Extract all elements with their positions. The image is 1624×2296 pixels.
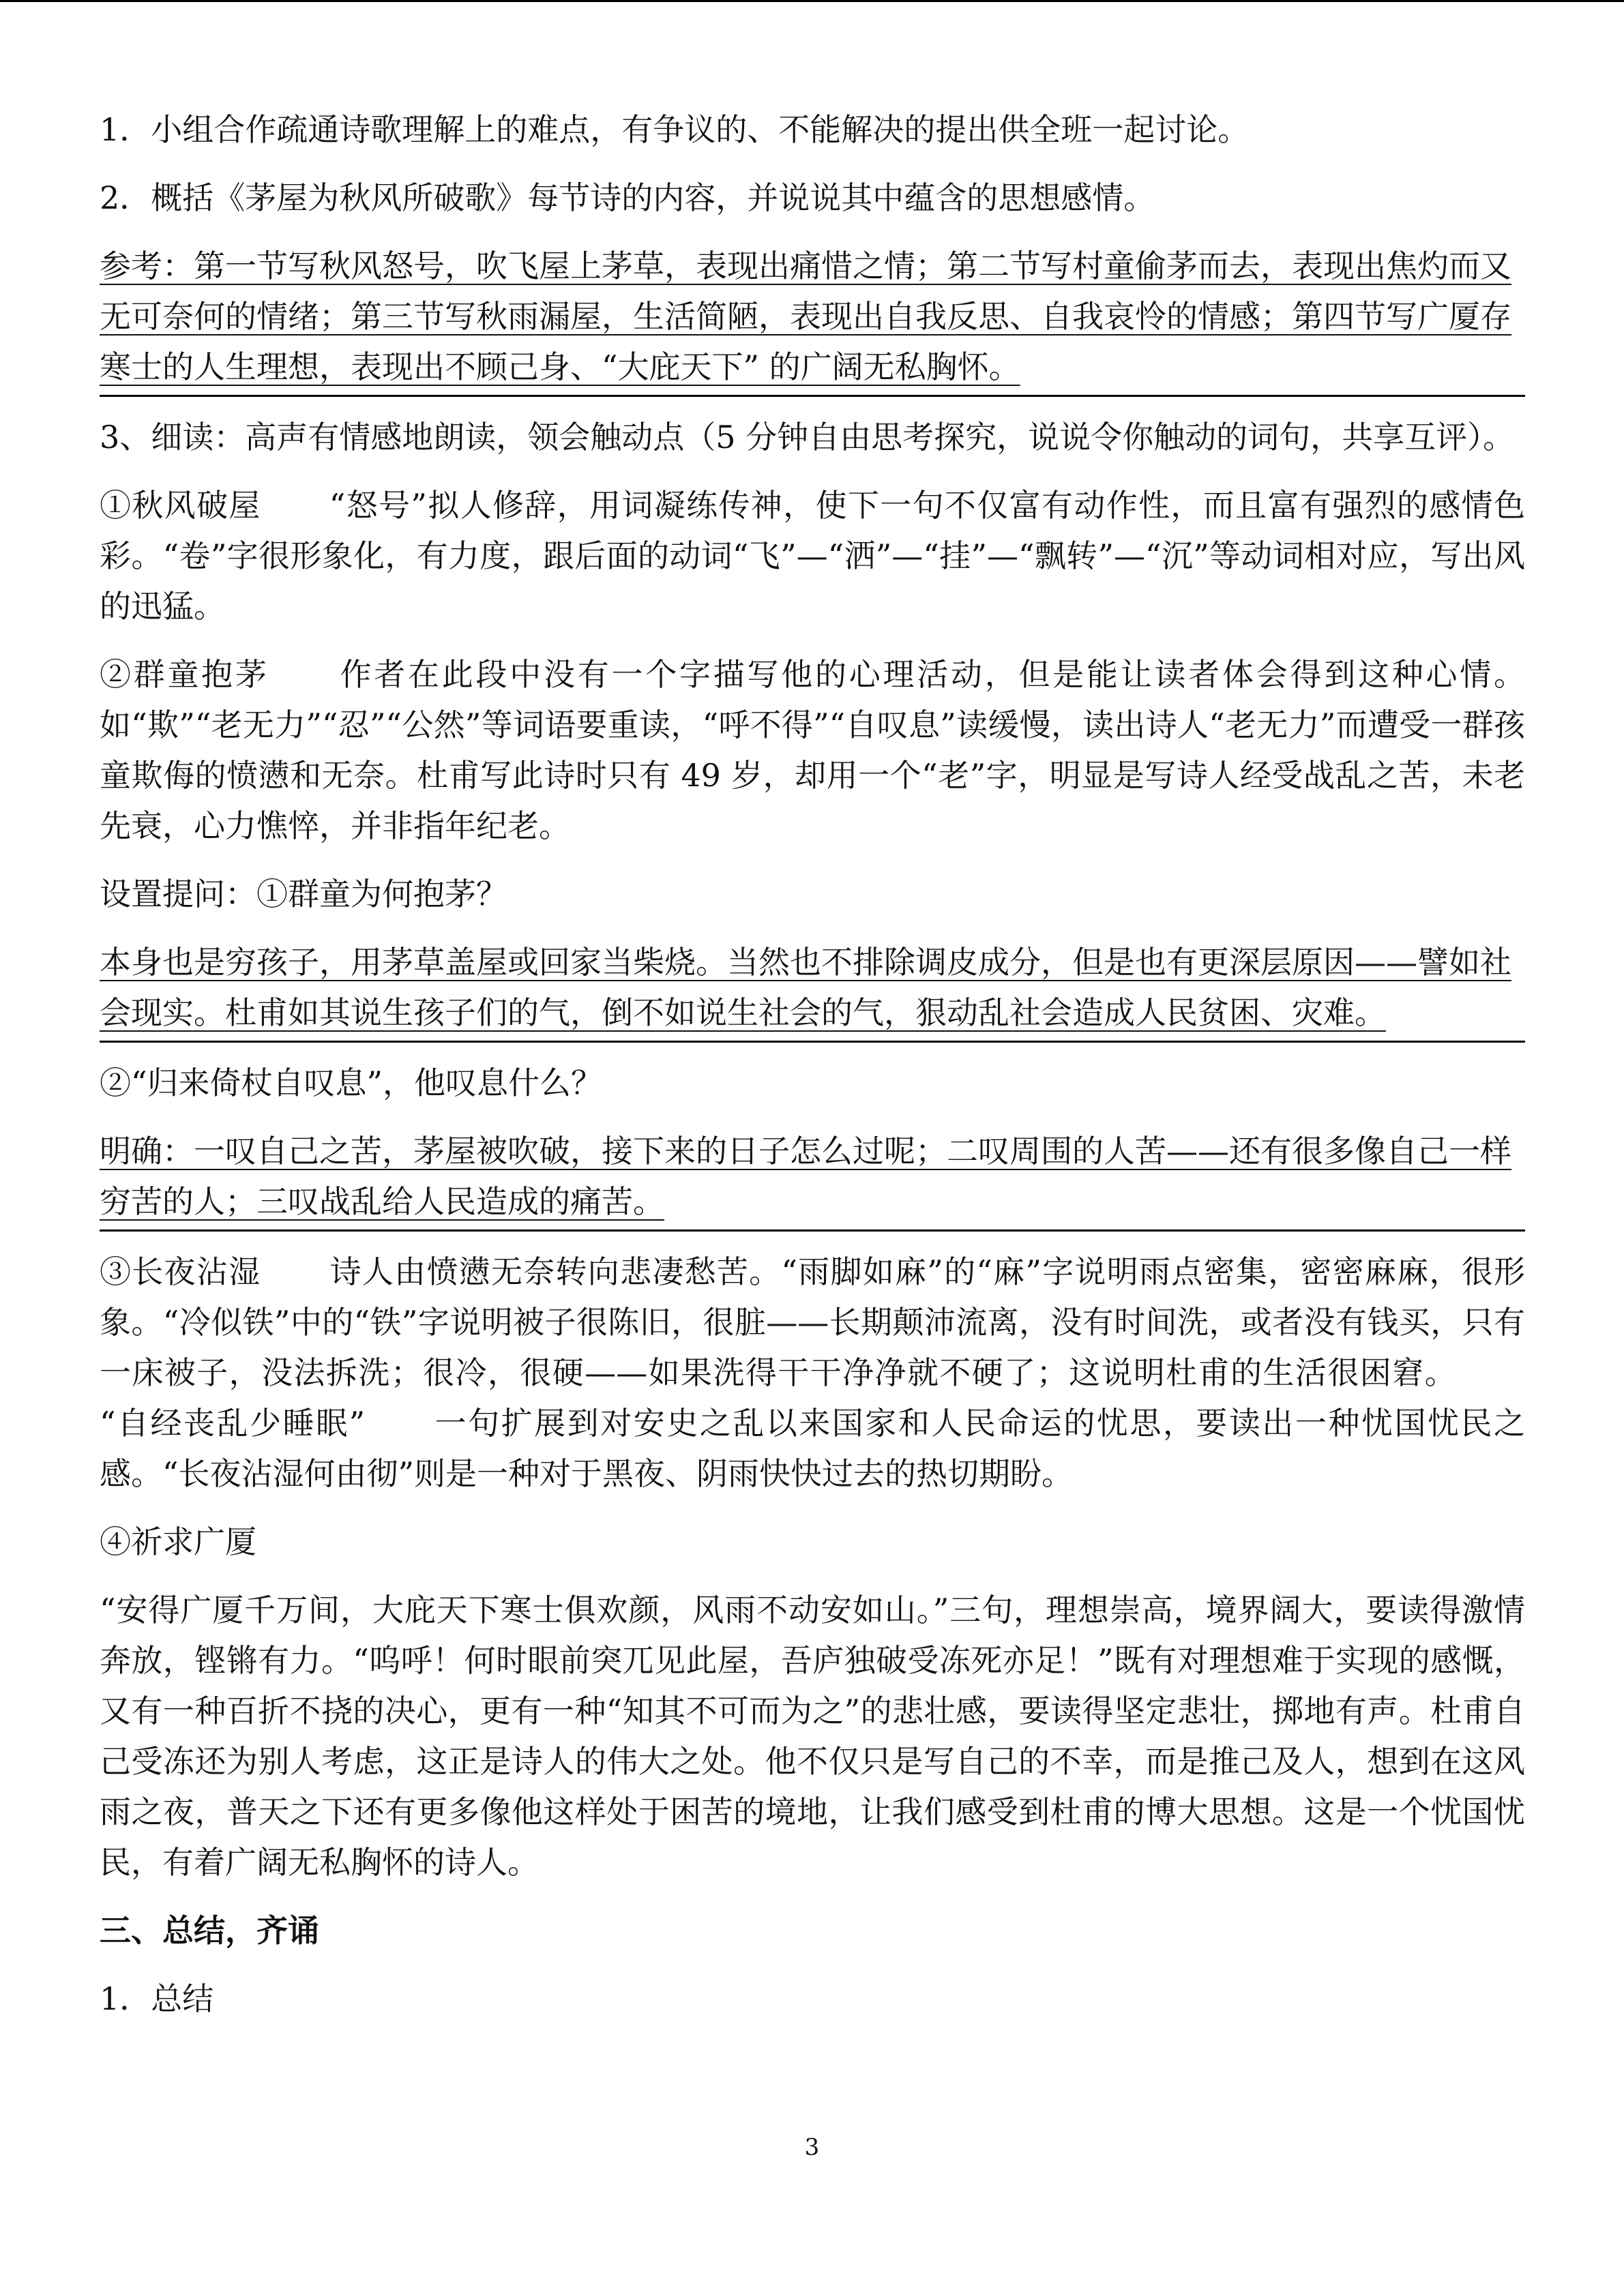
section-heading: ①秋风破屋 — [100, 487, 261, 524]
item-1: 1．小组合作疏通诗歌理解上的难点，有争议的、不能解决的提出供全班一起讨论。 — [100, 111, 1250, 148]
page-number: 3 — [804, 2134, 820, 2161]
item-3: 3、细读：高声有情感地朗读，领会触动点（5 分钟自由思考探究，说说令你触动的词句，共享互评）。 — [100, 419, 1515, 456]
section-text: 诗人由愤懑无奈转向悲凄愁苦。“雨脚如麻”的“麻”字说明雨点密集，密密麻麻，很形象。“冷似铁”中的“铁”字说明被子很陈旧，很脏——长期颠沛流离，没有时间洗，或者没有钱买，只有一床被子，没法拆洗；很冷，很硬——如果洗得干干净净就不硬了；这说明杜甫的生活很困窘。 — [100, 1253, 1525, 1391]
section-heading: ③长夜沾湿 — [100, 1253, 261, 1290]
section-long-night — [100, 1247, 1525, 1499]
section-text: “怒号”拟人修辞，用词凝练传神，使下一句不仅富有动作性，而且富有强烈的感情色彩。“卷”字很形象化，有力度，跟后面的动词“飞”—“洒”—“挂”—“飘转”—“沉”等动词相对应，写出风的迅猛。 — [100, 487, 1525, 625]
section-text-tail: 一句扩展到对安史之乱以来国家和人民命运的忧思，要读出一种忧国忧民之感。“长夜沾湿何由彻”则是一种对于黑夜、阴雨快快过去的热切期盼。 — [100, 1405, 1525, 1492]
section-heading: ②群童抱茅 — [100, 656, 269, 693]
answer-1: 本身也是穷孩子，用茅草盖屋或回家当柴烧。当然也不排除调皮成分，但是也有更深层原因——譬如社会现实。杜甫如其说生孩子们的气，倒不如说生社会的气，狠动乱社会造成人民贫困、灾难。 — [100, 937, 1525, 1043]
section-quote: “自经丧乱少睡眠” — [100, 1405, 366, 1442]
summary-item-1: 1．总结 — [100, 1980, 214, 2017]
section-heading-mansion: ④祈求广厦 — [100, 1523, 256, 1560]
heading-summary: 三、总结，齐诵 — [100, 1912, 319, 1949]
question-2: ②“归来倚杖自叹息”，他叹息什么？ — [100, 1064, 603, 1101]
section-autumn-wind — [100, 480, 1525, 631]
question-1: 设置提问：①群童为何抱茅？ — [100, 876, 507, 912]
reference-answer: 参考：第一节写秋风怒号，吹飞屋上茅草，表现出痛惜之情；第二节写村童偷茅而去，表现出焦灼而又无可奈何的情绪；第三节写秋雨漏屋，生活简陋，表现出自我反思、自我哀怜的情感；第四节写广厦存寒士的人生理想，表现出不顾己身、“大庇天下” 的广阔无私胸怀。 — [100, 241, 1525, 397]
document-body — [100, 104, 1525, 2042]
section-children — [100, 649, 1525, 851]
section-mansion-text: “安得广厦千万间，大庇天下寒士俱欢颜，风雨不动安如山。”三句，理想崇高，境界阔大，要读得激情奔放，铿锵有力。“呜呼！何时眼前突兀见此屋，吾庐独破受冻死亦足！”既有对理想难于实现的感慨，又有一种百折不挠的决心，更有一种“知其不可而为之”的悲壮感，要读得坚定悲壮，掷地有声。杜甫自己受冻还为别人考虑，这正是诗人的伟大之处。他不仅只是写自己的不幸，而是推己及人，想到在这风雨之夜，普天之下还有更多像他这样处于困苦的境地，让我们感受到杜甫的博大思想。这是一个忧国忧民，有着广阔无私胸怀的诗人。 — [100, 1592, 1525, 1881]
item-2: 2．概括《茅屋为秋风所破歌》每节诗的内容，并说说其中蕴含的思想感情。 — [100, 179, 1155, 216]
answer-2: 明确：一叹自己之苦，茅屋被吹破，接下来的日子怎么过呢；二叹周围的人苦——还有很多像自己一样穷苦的人；三叹战乱给人民造成的痛苦。 — [100, 1126, 1525, 1232]
section-text: 作者在此段中没有一个字描写他的心理活动，但是能让读者体会得到这种心情。如“欺”“老无力”“忍”“公然”等词语要重读，“呼不得”“自叹息”读缓慢，读出诗人“老无力”而遭受一群孩童欺侮的愤懑和无奈。杜甫写此诗时只有 49 岁，却用一个“老”字，明显是写诗人经受战乱之苦，未老先衰，心力憔悴，并非指年纪老。 — [100, 656, 1525, 844]
